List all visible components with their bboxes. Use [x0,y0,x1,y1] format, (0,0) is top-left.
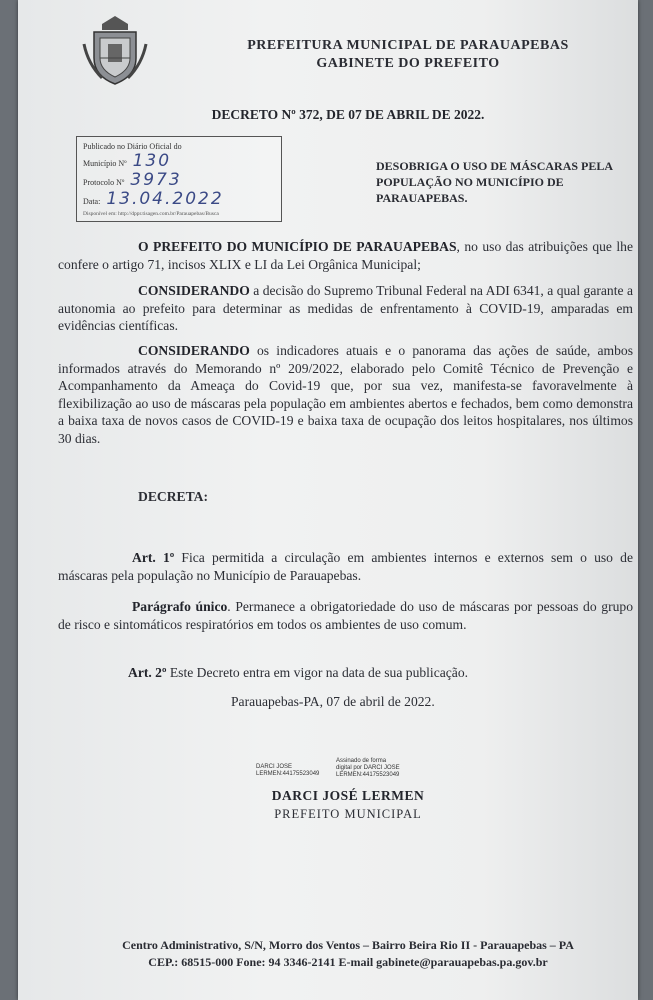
considerando-lead-1: CONSIDERANDO [138,283,250,298]
publication-stamp [76,136,282,222]
digital-signature-right [336,758,400,779]
stamp-protocolo [83,170,182,190]
stamp-protocolo-value: 3973 [130,170,182,190]
signer-role: PREFEITO MUNICIPAL [274,807,422,821]
article-1 [58,549,633,584]
digital-signature-right-line1: Assinado de forma [336,758,387,764]
footer-address: Centro Administrativo, S/N, Morro dos Ventos – Bairro Beira Rio II - Parauapebas – PA [122,938,574,952]
considerando-paragraph-1 [58,282,633,335]
considerando-text-1: a decisão do Supremo Tribunal Federal na ADI 6341, a qual garante a autonomia ao prefeito para determinar as medidas de enfrentamento à COVID-19, amparadas em evidências científicas. [58,283,633,333]
stamp-municipio-value: 130 [132,151,172,171]
preamble-lead: O PREFEITO DO MUNICÍPIO DE PARAUAPEBAS [138,239,457,254]
decree-title: DECRETO Nº 372, DE 07 DE ABRIL DE 2022. [211,107,485,122]
place-date: Parauapebas-PA, 07 de abril de 2022. [231,694,435,709]
stamp-data-value: 13.04.2022 [106,189,224,209]
considerando-lead-2: CONSIDERANDO [138,343,250,358]
article-2-text: Este Decreto entra em vigor na data de sua publicação. [166,665,469,680]
footer-contact: CEP.: 68515-000 Fone: 94 3346-2141 E-mail gabinete@parauapebas.pa.gov.br [148,955,548,969]
article-1-text: Fica permitida a circulação em ambientes internos e externos sem o uso de máscaras pela população no Município de Parauapebas. [58,550,633,583]
stamp-data [83,189,224,209]
considerando-paragraph-2 [58,342,633,447]
decreta-heading: DECRETA: [138,489,208,504]
document-page [18,0,638,1000]
stamp-footer: Disponível em: http://dppr.tisagen.com.br/Parauapebas/Busca [83,211,219,217]
stamp-data-label: Data: [83,197,101,206]
digital-signature-left-line1: DARCI JOSE [256,764,293,770]
signer-name: DARCI JOSÉ LERMEN [271,788,425,803]
preamble-paragraph [58,238,633,273]
header-prefeitura: PREFEITURA MUNICIPAL DE PARAUAPEBAS [247,38,569,53]
municipal-coat-of-arms-icon [80,14,150,86]
stamp-protocolo-label: Protocolo Nº [83,178,125,187]
stamp-title: Publicado no Diário Oficial do [83,142,182,151]
article-2-lead: Art. 2º [128,665,167,680]
article-1-lead: Art. 1º [132,550,175,565]
digital-signature-left-line2: LERMEN:44175523049 [256,771,320,777]
ementa: DESOBRIGA O USO DE MÁSCARAS PELA POPULAÇÃO NO MUNICÍPIO DE PARAUAPEBAS. [376,159,613,205]
stamp-municipio [83,151,171,171]
considerando-text-2: os indicadores atuais e o panorama das ações de saúde, ambos informados através do Memorando nº 209/2022, elaborado pelo Comitê Técnico de Prevenção e Acompanhamento da Ameaça do Covid-19 que, por sua vez, manifesta-se favoravelmente à flexibilização ao uso de máscaras pela população em ambientes abertos e fechados, bem como demonstra a baixa taxa de novos casos de COVID-19 e baixa taxa de ocupação dos leitos hospitalares, nos últimos 30 dias. [58,343,633,446]
digital-signature-left [256,764,319,778]
digital-signature-right-line3: LERMEN:44175523049 [336,772,400,778]
stamp-municipio-label: Município Nº [83,159,127,168]
preamble-text: , no uso das atribuições que lhe confere o artigo 71, incisos XLIX e LI da Lei Orgânica Municipal; [58,239,633,272]
digital-signature-right-line2: digital por DARCI JOSE [336,765,400,771]
article-2 [58,664,633,682]
paragrafo-unico-lead: Parágrafo único [132,599,228,614]
paragrafo-unico-text: . Permanece a obrigatoriedade do uso de máscaras por pessoas do grupo de risco e sintomáticos respiratórios em todos os ambientes de uso comum. [58,599,633,632]
paragrafo-unico [58,598,633,633]
header-gabinete: GABINETE DO PREFEITO [316,56,500,71]
